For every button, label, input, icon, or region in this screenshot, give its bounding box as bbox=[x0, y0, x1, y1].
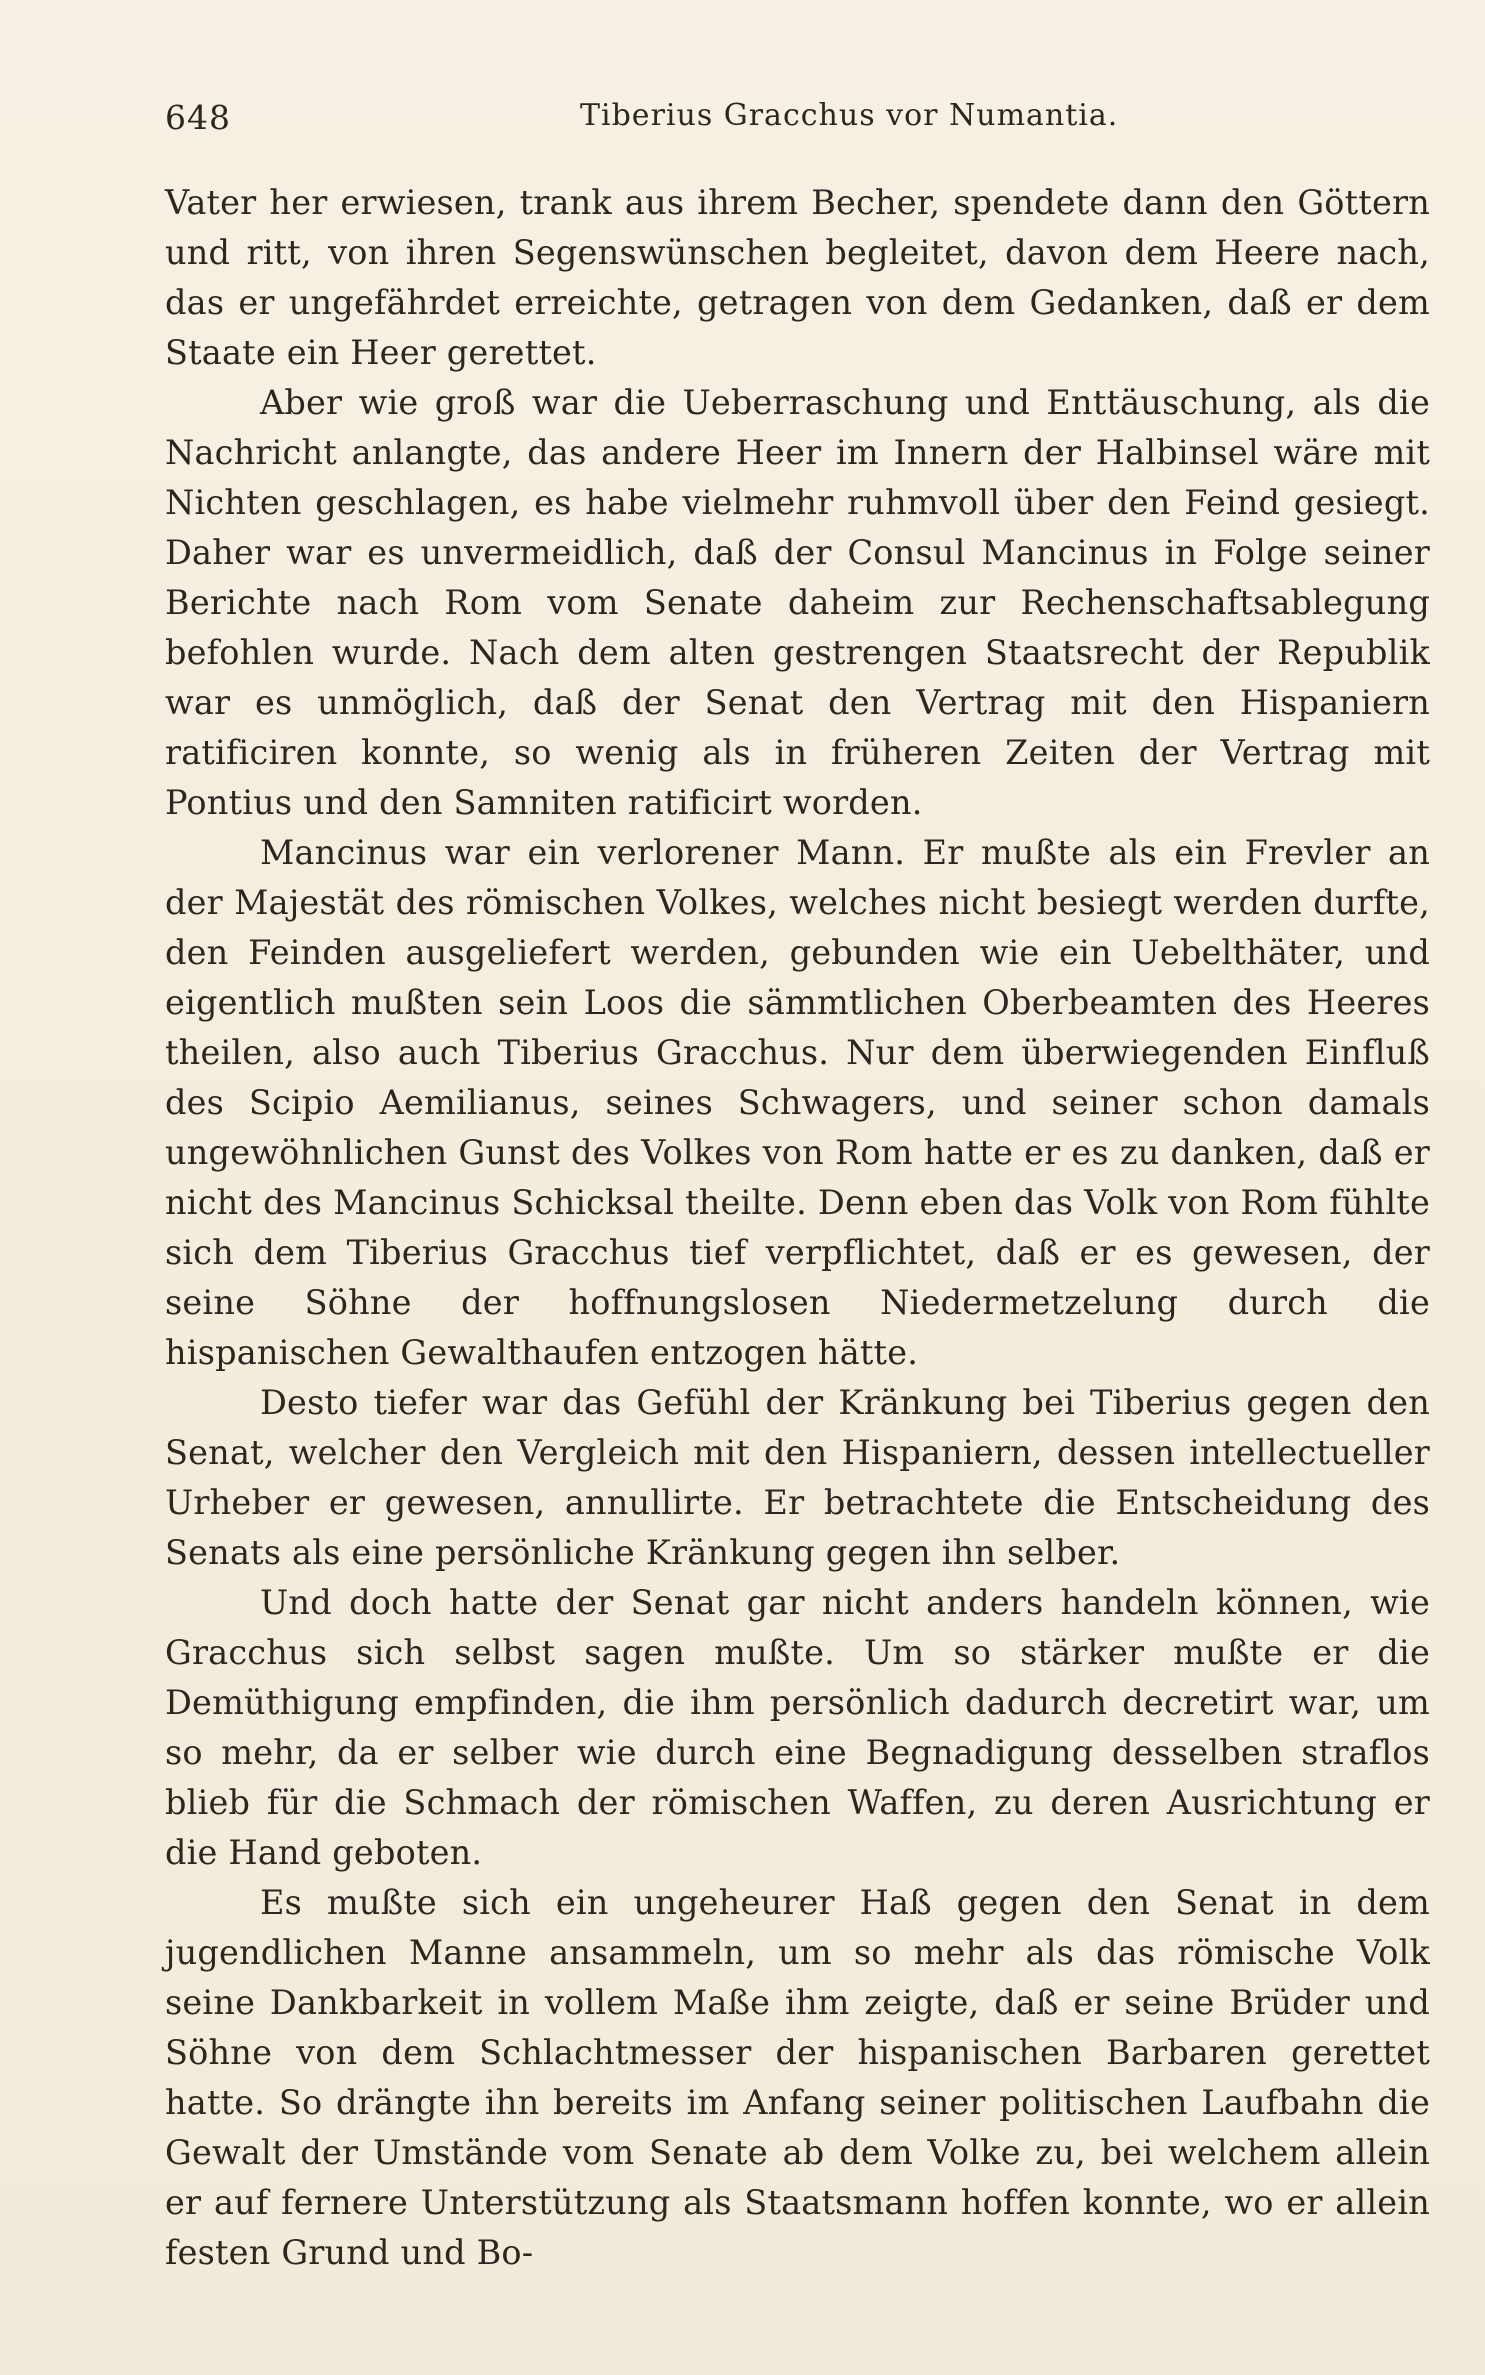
paragraph: Desto tiefer war das Gefühl der Kränkung bei Tiberius gegen den Senat, welcher den Vergleich mit den Hispaniern, dessen intellectueller Urheber er gewesen, annullirte. Er betrachtete die Entscheidung des Senats als eine persönliche Kränkung gegen ihn selber. bbox=[165, 1383, 1430, 1572]
paragraph: Es mußte sich ein ungeheurer Haß gegen den Senat in dem jugendlichen Manne ansammeln, um so mehr als das römische Volk seine Dankbarkeit in vollem Maße ihm zeigte, daß er seine Brüder und Söhne von dem Schlachtmesser der hispanischen Barbaren gerettet hatte. So drängte ihn bereits im Anfang seiner politischen Laufbahn die Gewalt der Umstände vom Senate ab dem Volke zu, bei welchem allein er auf fernere Unterstützung als Staatsmann hoffen konnte, wo er allein festen Grund und Bo- bbox=[165, 1883, 1430, 2272]
paragraph: Aber wie groß war die Ueberraschung und Enttäuschung, als die Nachricht anlangte, das andere Heer im Innern der Halbinsel wäre mit Nichten geschlagen, es habe vielmehr ruhmvoll über den Feind gesiegt. Daher war es unvermeidlich, daß der Consul Mancinus in Folge seiner Berichte nach Rom vom Senate daheim zur Rechenschaftsablegung befohlen wurde. Nach dem alten gestrengen Staatsrecht der Republik war es unmöglich, daß der Senat den Vertrag mit den Hispaniern ratificiren konnte, so wenig als in früheren Zeiten der Vertrag mit Pontius und den Samniten ratificirt worden. bbox=[165, 383, 1430, 822]
paragraph: Und doch hatte der Senat gar nicht anders handeln können, wie Gracchus sich selbst sagen mußte. Um so stärker mußte er die Demüthigung empfinden, die ihm persönlich dadurch decretirt war, um so mehr, da er selber wie durch eine Begnadigung desselben straflos blieb für die Schmach der römischen Waffen, zu deren Ausrichtung er die Hand geboten. bbox=[165, 1583, 1430, 1872]
paragraph: Vater her erwiesen, trank aus ihrem Becher, spendete dann den Göttern und ritt, von ihren Segenswünschen begleitet, davon dem Heere nach, das er ungefährdet erreichte, getragen von dem Gedanken, daß er dem Staate ein Heer gerettet. bbox=[165, 183, 1430, 372]
page-number: 648 bbox=[165, 98, 231, 137]
running-title: Tiberius Gracchus vor Numantia. bbox=[580, 98, 1119, 133]
body-text bbox=[165, 178, 1430, 2278]
paragraph: Mancinus war ein verlorener Mann. Er mußte als ein Frevler an der Majestät des römischen Volkes, welches nicht besiegt werden durfte, den Feinden ausgeliefert werden, gebunden wie ein Uebelthäter, und eigentlich mußten sein Loos die sämmtlichen Oberbeamten des Heeres theilen, also auch Tiberius Gracchus. Nur dem überwiegenden Einfluß des Scipio Aemilianus, seines Schwagers, und seiner schon damals ungewöhnlichen Gunst des Volkes von Rom hatte er es zu danken, daß er nicht des Mancinus Schicksal theilte. Denn eben das Volk von Rom fühlte sich dem Tiberius Gracchus tief verpflichtet, daß er es gewesen, der seine Söhne der hoffnungslosen Niedermetzelung durch die hispanischen Gewalthaufen entzogen hätte. bbox=[165, 833, 1430, 1372]
page-header bbox=[165, 92, 1430, 152]
